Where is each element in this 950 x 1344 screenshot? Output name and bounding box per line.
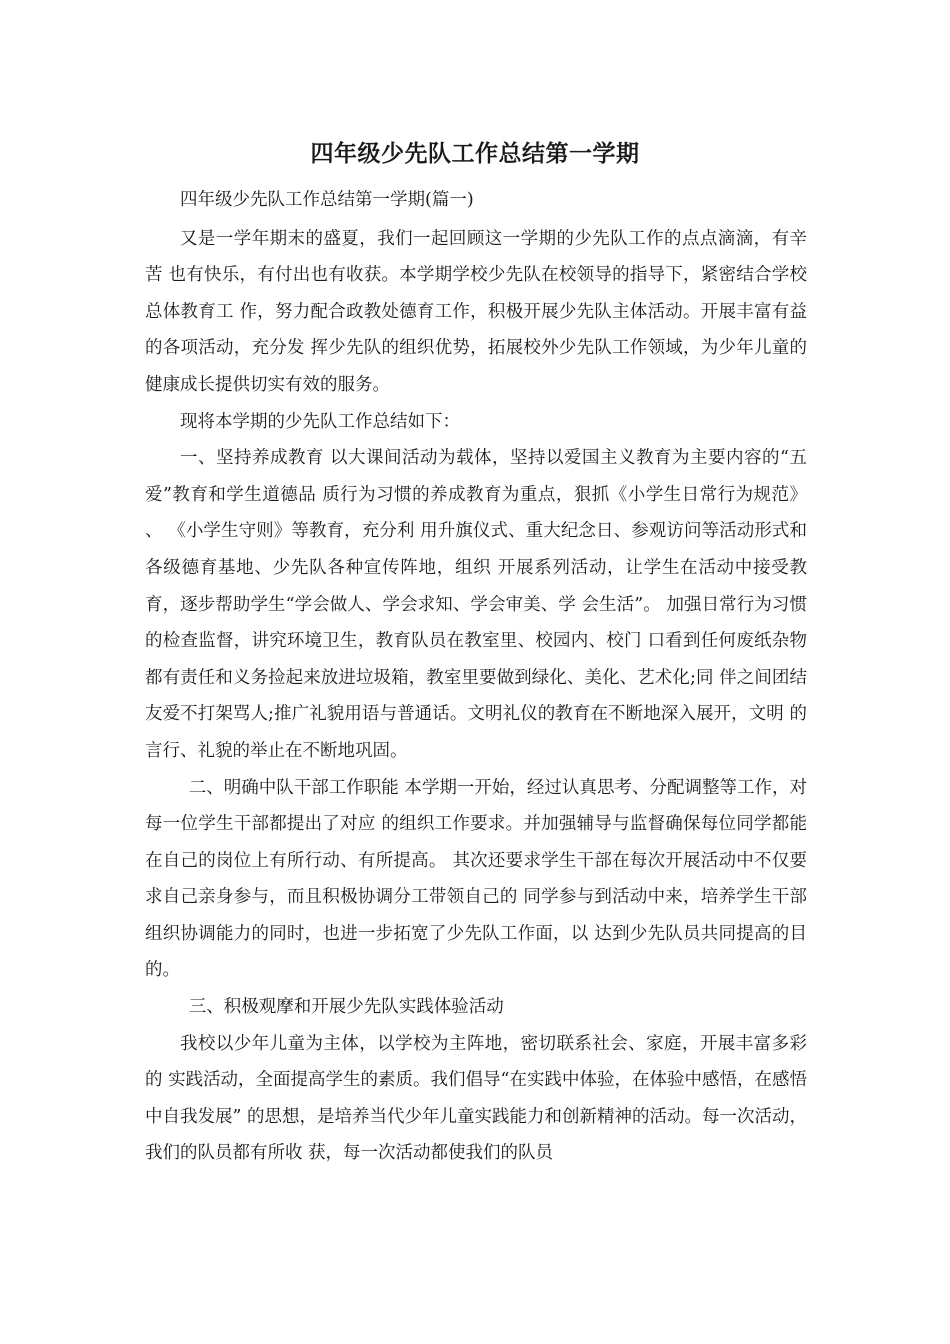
paragraph-summary-lead: 现将本学期的少先队工作总结如下：: [180, 411, 460, 432]
paragraph-section-3-body: 我校以少年儿童为主体，以学校为主阵地，密切联系社会、家庭，开展丰富多彩的 实践活动，全面提高学生的素质。我们倡导“在实践中体验，在体验中感悟，在感悟中自我发展” 的思想，是培养当代少年儿童实践能力和创新精神的活动。每一次活动，我们的队员都有所收 获，每一次活动都使我们的队员: [145, 1033, 808, 1164]
document-title: 四年级少先队工作总结第一学期: [310, 140, 640, 167]
paragraph-intro: 又是一学年期末的盛夏，我们一起回顾这一学期的少先队工作的点点滴滴，有辛苦 也有快乐，有付出也有收获。本学期学校少先队在校领导的指导下，紧密结合学校总体教育工 作，努力配合政教处德育工作，积极开展少先队主体活动。开展丰富有益的各项活动，充分发 挥少先队的组织优势，拓展校外少先队工作领域，为少年儿童的健康成长提供切实有效的服务。: [145, 228, 807, 395]
document-subtitle: 四年级少先队工作总结第一学期(篇一): [180, 190, 474, 210]
paragraph-section-2: 二、明确中队干部工作职能 本学期一开始，经过认真思考、分配调整等工作，对每一位学生干部都提出了对应 的组织工作要求。并加强辅导与监督确保每位同学都能在自己的岗位上有所行动、有所提高。 其次还要求学生干部在每次开展活动中不仅要求自己亲身参与，而且积极协调分工带领自己的 同学参与到活动中来，培养学生干部组织协调能力的同时，也进一步拓宽了少先队工作面，以 达到少先队员共同提高的目的。: [145, 777, 807, 981]
paragraph-section-3-heading: 三、积极观摩和开展少先队实践体验活动: [188, 997, 504, 1018]
paragraph-section-1: 一、坚持养成教育 以大课间活动为载体，坚持以爱国主义教育为主要内容的“五爱”教育和学生道德品 质行为习惯的养成教育为重点，狠抓《小学生日常行为规范》 、 《小学生守则》等教育，充分利 用升旗仪式、重大纪念日、参观访问等活动形式和各级德育基地、少先队各种宣传阵地，组织 开展系列活动，让学生在活动中接受教育，逐步帮助学生“学会做人、学会求知、学会审美、学 会生活”。 加强日常行为习惯的检查监督，讲究环境卫生，教育队员在教室里、校园内、校门 口看到任何废纸杂物都有责任和义务捡起来放进垃圾箱，教室里要做到绿化、美化、艺术化;同 伴之间团结友爱不打架骂人;推广礼貌用语与普通话。文明礼仪的教育在不断地深入展开，文明 的言行、礼貌的举止在不断地巩固。: [145, 448, 807, 761]
document-body: [145, 182, 807, 1172]
